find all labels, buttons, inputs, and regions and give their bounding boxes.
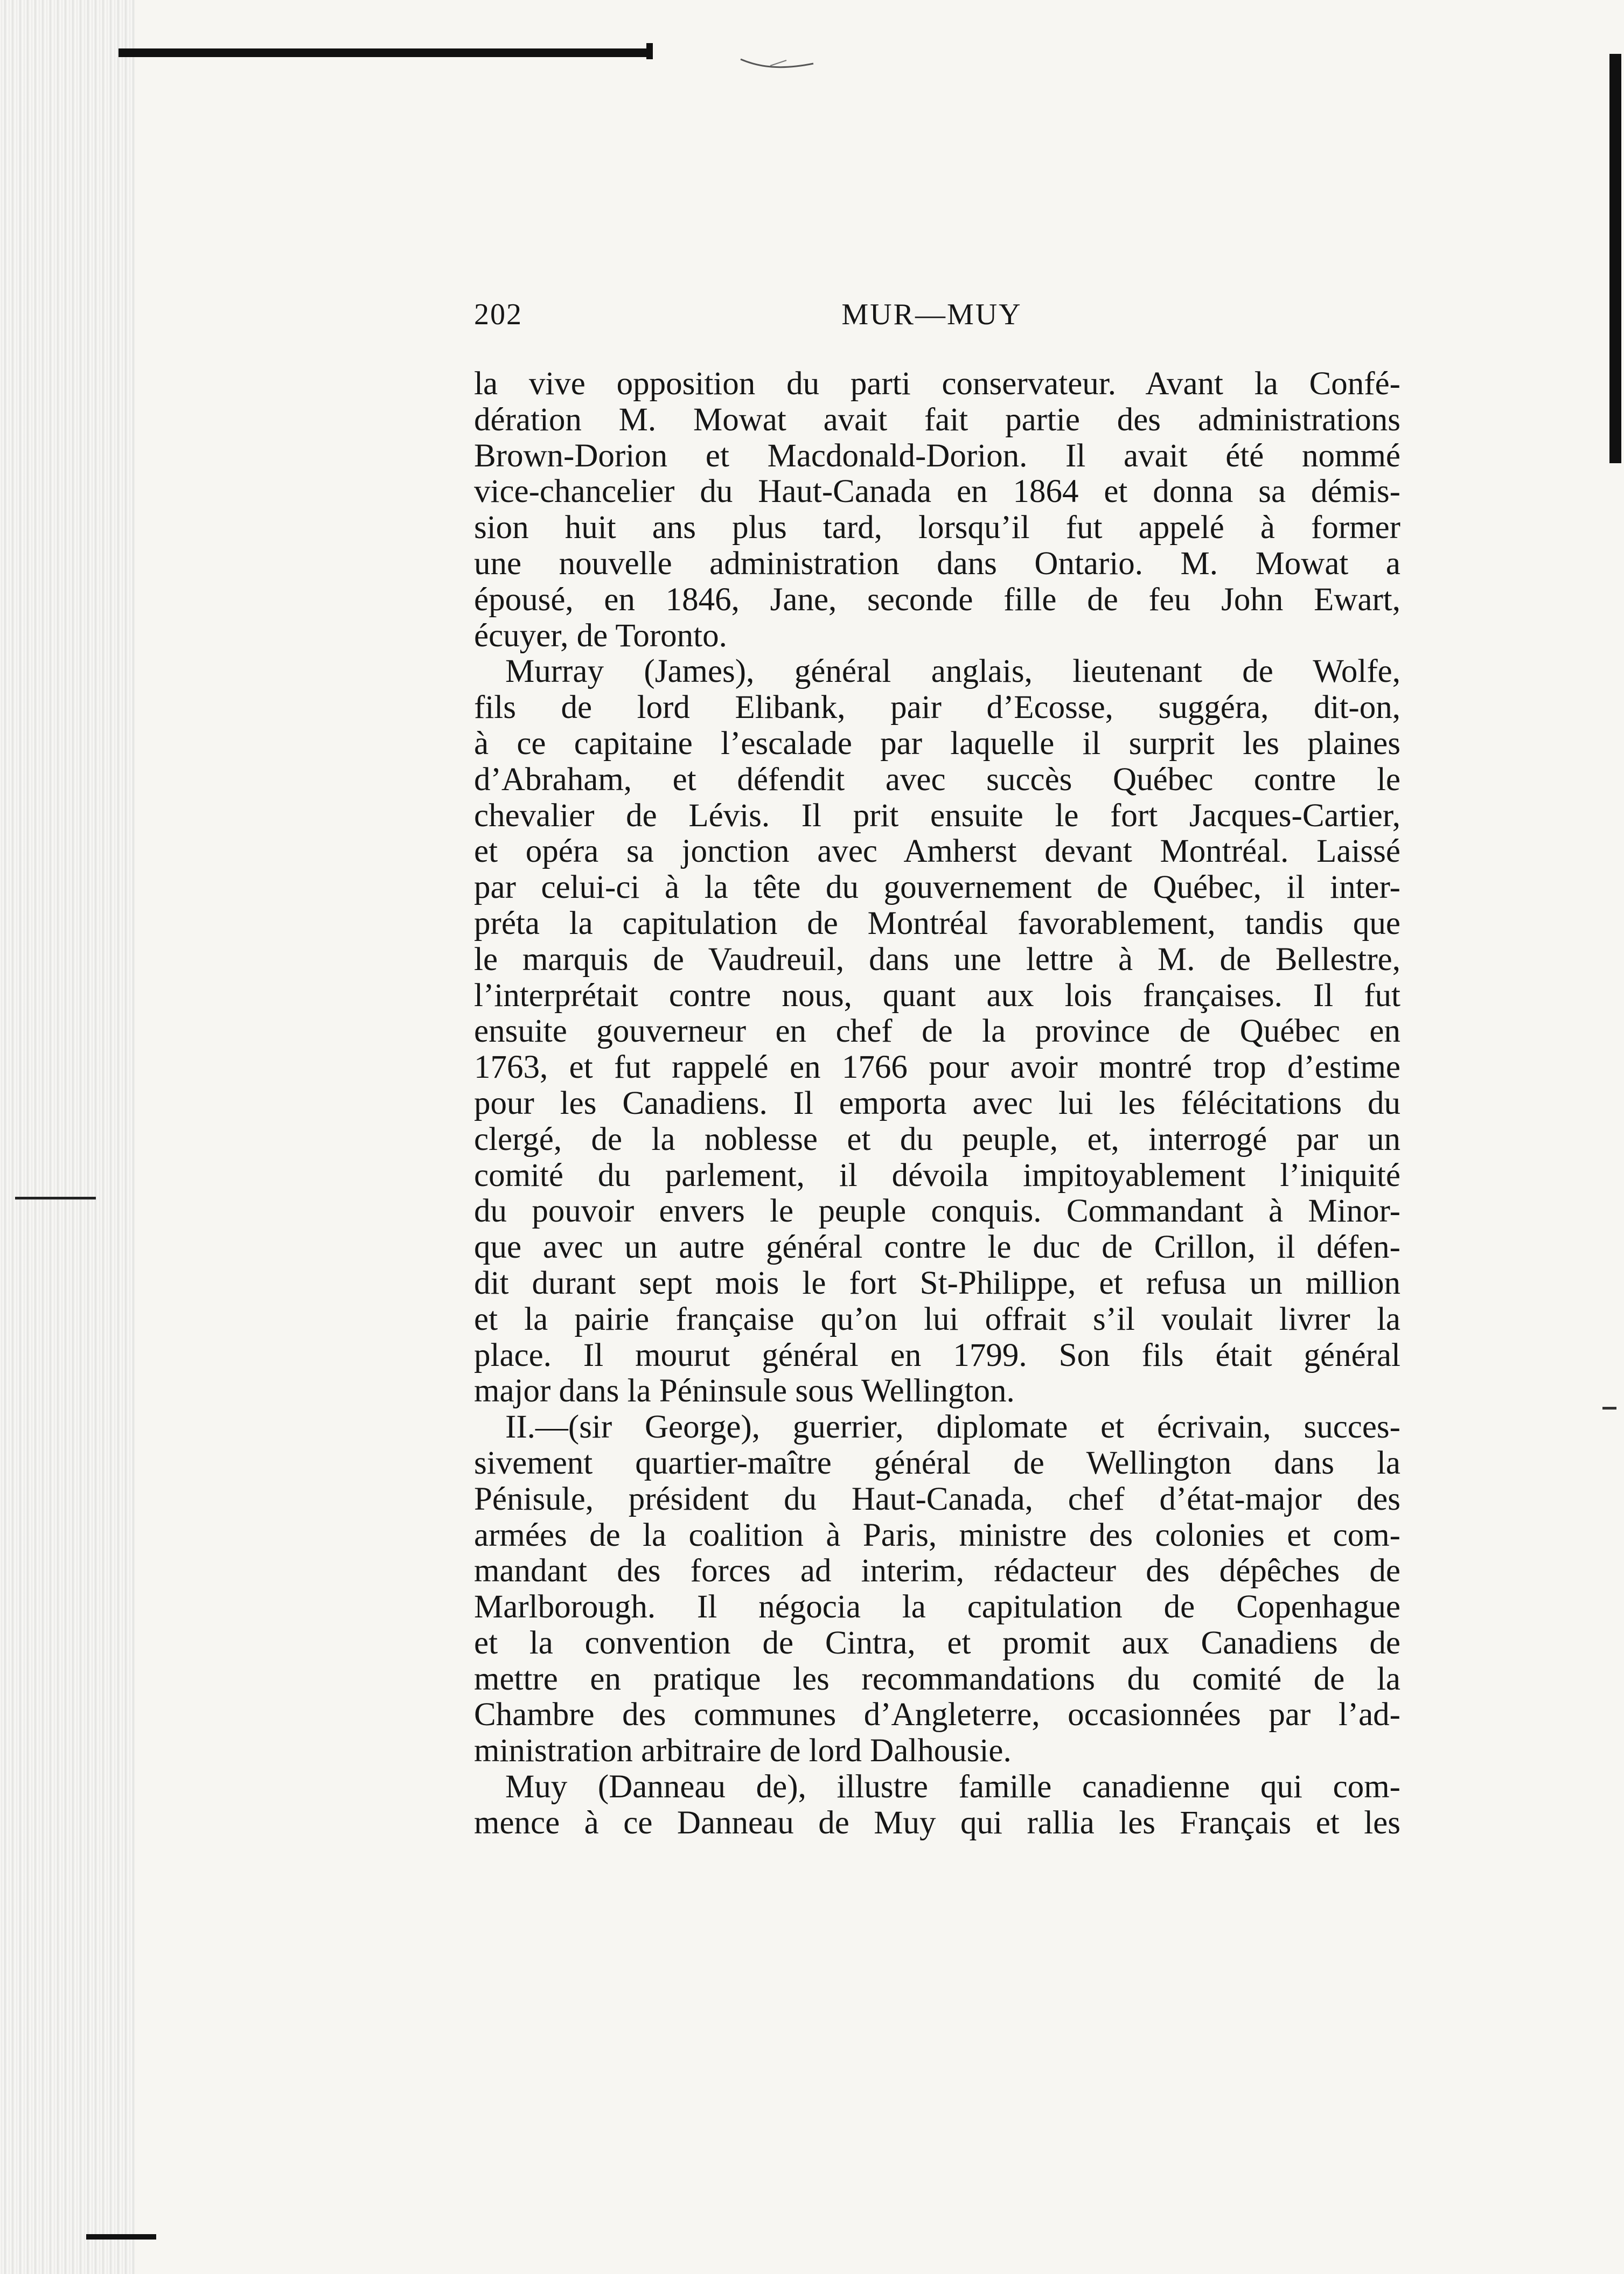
text-line: le marquis de Vaudreuil, dans une lettre à M. de Bellestre, — [474, 941, 1400, 978]
text-line: sion huit ans plus tard, lorsqu’il fut appelé à former — [474, 510, 1400, 546]
text-line: armées de la coalition à Paris, ministre des colonies et com- — [474, 1517, 1400, 1553]
text-line: du pouvoir envers le peuple conquis. Commandant à Minor- — [474, 1193, 1400, 1230]
text-line: dération M. Mowat avait fait partie des administrations — [474, 401, 1400, 438]
text-line: écuyer, de Toronto. — [474, 617, 727, 654]
text-line: et la pairie française qu’on lui offrait s’il voulait livrer la — [474, 1301, 1400, 1337]
text-line: par celui-ci à la tête du gouvernement de Québec, il inter- — [474, 869, 1400, 906]
text-line: Marlborough. Il négocia la capitulation de Copenhague — [474, 1589, 1400, 1626]
right-margin-tick — [1602, 1407, 1616, 1410]
entry-line-murray-george: II.—(sir George), guerrier, diplomate et écrivain, succes- — [505, 1409, 1400, 1446]
entry-line-murray-headword: Murray (James), général anglais, lieutenant de Wolfe, — [505, 653, 1400, 690]
top-scan-rule — [119, 48, 646, 57]
text-line: major dans la Péninsule sous Wellington. — [474, 1373, 1015, 1410]
text-line: mence à ce Danneau de Muy qui rallia les Français et les — [474, 1804, 1400, 1841]
text-line: épousé, en 1846, Jane, seconde fille de feu John Ewart, — [474, 581, 1400, 618]
text-line: Brown-Dorion et Macdonald-Dorion. Il avait été nommé — [474, 437, 1400, 474]
text-line: vice-chancelier du Haut-Canada en 1864 et donna sa démis- — [474, 473, 1400, 510]
text-line: ministration arbitraire de lord Dalhousie. — [474, 1733, 1012, 1769]
text-line: comité du parlement, il dévoila impitoyablement l’iniquité — [474, 1157, 1400, 1194]
top-scan-rule-end — [646, 43, 653, 59]
page-header — [474, 292, 1390, 340]
right-edge-bar — [1609, 54, 1621, 463]
text-line: et la convention de Cintra, et promit aux Canadiens de — [474, 1624, 1400, 1661]
text-line: chevalier de Lévis. Il prit ensuite le fort Jacques-Cartier, — [474, 797, 1400, 834]
text-line: dit durant sept mois le fort St-Philippe, et refusa un million — [474, 1265, 1400, 1301]
body-text — [474, 366, 1400, 2009]
bottom-scan-rule — [86, 2234, 156, 2240]
entry-line-muy-headword: Muy (Danneau de), illustre famille canadienne qui com- — [505, 1769, 1400, 1805]
text-line: à ce capitaine l’escalade par laquelle il surprit les plaines — [474, 725, 1400, 762]
text-line: une nouvelle administration dans Ontario. M. Mowat a — [474, 545, 1400, 582]
text-line: 1763, et fut rappelé en 1766 pour avoir montré trop d’estime — [474, 1049, 1400, 1086]
text-line: clergé, de la noblesse et du peuple, et, interrogé par un — [474, 1121, 1400, 1157]
text-line: mandant des forces ad interim, rédacteur des dépêches de — [474, 1553, 1400, 1589]
text-line: l’interprétait contre nous, quant aux lois françaises. Il fut — [474, 977, 1400, 1014]
text-line: la vive opposition du parti conservateur. Avant la Confé- — [474, 366, 1400, 402]
text-line: que avec un autre général contre le duc de Crillon, il défen- — [474, 1229, 1400, 1266]
text-line: Chambre des communes d’Angleterre, occasionnées par l’ad- — [474, 1697, 1400, 1733]
binding-edge-scan — [0, 0, 135, 2274]
text-line: place. Il mourut général en 1799. Son fils était général — [474, 1337, 1400, 1373]
text-line: sivement quartier-maître général de Wellington dans la — [474, 1445, 1400, 1481]
page-number: 202 — [474, 298, 522, 331]
text-line: fils de lord Elibank, pair d’Ecosse, suggéra, dit-on, — [474, 689, 1400, 726]
text-line: mettre en pratique les recommandations du comité de la — [474, 1661, 1400, 1697]
left-margin-tick — [15, 1197, 96, 1199]
text-line: d’Abraham, et défendit avec succès Québec contre le — [474, 761, 1400, 798]
running-head: MUR—MUY — [841, 298, 1022, 331]
text-line: pour les Canadiens. Il emporta avec lui les félécitations du — [474, 1085, 1400, 1121]
scan-smudge-mark — [738, 54, 819, 75]
text-line: ensuite gouverneur en chef de la province de Québec en — [474, 1013, 1400, 1050]
text-line: et opéra sa jonction avec Amherst devant Montréal. Laissé — [474, 833, 1400, 870]
text-line: Pénisule, président du Haut-Canada, chef d’état-major des — [474, 1481, 1400, 1517]
text-line: préta la capitulation de Montréal favorablement, tandis que — [474, 905, 1400, 941]
